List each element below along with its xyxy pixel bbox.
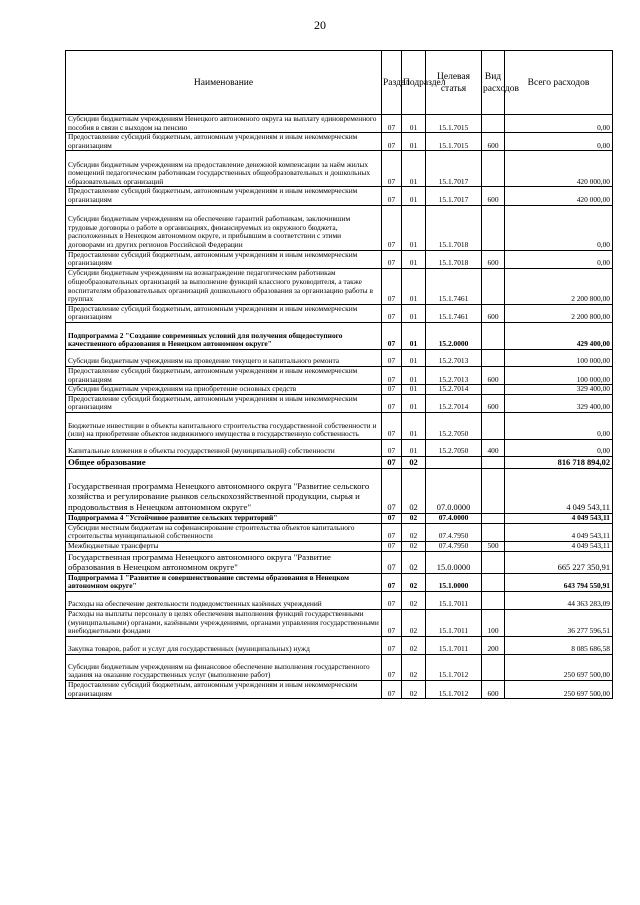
cell-target: 15.1.7015 <box>426 115 482 133</box>
cell-type: 600 <box>482 304 505 322</box>
cell-type <box>482 349 505 366</box>
cell-section: 07 <box>382 681 402 699</box>
cell-total: 429 400,00 <box>505 322 613 349</box>
cell-target: 07.4.7950 <box>426 541 482 551</box>
cell-target: 15.2.7050 <box>426 412 482 439</box>
cell-section: 07 <box>382 187 402 205</box>
cell-total: 816 718 894,02 <box>505 456 613 468</box>
table-row <box>66 439 613 456</box>
cell-total: 4 049 543,11 <box>505 513 613 523</box>
cell-target: 15.1.0000 <box>426 573 482 591</box>
cell-section: 07 <box>382 592 402 610</box>
cell-total: 420 000,00 <box>505 187 613 205</box>
cell-type: 400 <box>482 439 505 456</box>
table-row <box>66 385 613 395</box>
cell-subsection: 01 <box>402 385 426 395</box>
cell-total: 8 085 686,58 <box>505 637 613 655</box>
cell-target: 15.2.7014 <box>426 394 482 412</box>
table-row <box>66 349 613 366</box>
cell-total: 643 794 550,91 <box>505 573 613 591</box>
cell-name: Субсидии бюджетным учреждениям на финансовое обеспечение выполнения государственного задания на оказание государственных услуг (выполнение работ) <box>66 655 382 681</box>
cell-section: 07 <box>382 456 402 468</box>
cell-total: 4 049 543,11 <box>505 468 613 513</box>
cell-total: 420 000,00 <box>505 151 613 187</box>
cell-subsection: 01 <box>402 250 426 268</box>
table-row <box>66 115 613 133</box>
table-row <box>66 250 613 268</box>
table-row <box>66 681 613 699</box>
cell-type <box>482 385 505 395</box>
cell-subsection: 02 <box>402 655 426 681</box>
cell-target: 15.1.7012 <box>426 655 482 681</box>
cell-type <box>482 573 505 591</box>
table-row <box>66 394 613 412</box>
cell-name: Подпрограмма 2 "Создание современных условий для получения общедоступного качественного образования в Ненецком автономном округе" <box>66 322 382 349</box>
cell-type <box>482 322 505 349</box>
cell-section: 07 <box>382 304 402 322</box>
cell-section: 07 <box>382 268 402 304</box>
cell-section: 07 <box>382 322 402 349</box>
cell-type: 100 <box>482 610 505 637</box>
header-subsection: Подраздел <box>402 51 426 115</box>
table-row <box>66 573 613 591</box>
cell-name: Предоставление субсидий бюджетным, автономным учреждениям и иным некоммерческим организациям <box>66 133 382 151</box>
cell-subsection: 02 <box>402 573 426 591</box>
table-row <box>66 637 613 655</box>
cell-name: Субсидии бюджетным учреждениям на обеспечение гарантий работникам, заключившим трудовые договоры о работе в организациях, финансируемых из окружного бюджета, расположенных в Ненецком автономном округе, и прибывшим в соответствии с этими договорами из других регионов Российской Федерации <box>66 205 382 250</box>
cell-name: Расходы на обеспечение деятельности подведомственных казённых учреждений <box>66 592 382 610</box>
cell-total: 0,00 <box>505 250 613 268</box>
header-type: Вид расходов <box>482 51 505 115</box>
cell-target: 15.1.7012 <box>426 681 482 699</box>
table-row <box>66 468 613 513</box>
cell-total: 250 697 500,00 <box>505 681 613 699</box>
table-row <box>66 187 613 205</box>
cell-name: Субсидии бюджетным учреждениям Ненецкого автономного округа на выплату единовременного пособия в связи с выходом на пенсию <box>66 115 382 133</box>
cell-total: 4 049 543,11 <box>505 541 613 551</box>
cell-section: 07 <box>382 523 402 541</box>
cell-subsection: 02 <box>402 523 426 541</box>
cell-section: 07 <box>382 115 402 133</box>
cell-type <box>482 468 505 513</box>
cell-target: 15.1.7017 <box>426 187 482 205</box>
cell-total: 100 000,00 <box>505 349 613 366</box>
cell-name: Предоставление субсидий бюджетным, автономным учреждениям и иным некоммерческим организациям <box>66 394 382 412</box>
cell-section: 07 <box>382 655 402 681</box>
cell-name: Бюджетные инвестиции в объекты капитального строительства государственной собственности и (или) на приобретение объектов недвижимого имущества в государственную собственность <box>66 412 382 439</box>
header-total: Всего расходов <box>505 51 613 115</box>
cell-subsection: 02 <box>402 681 426 699</box>
table-header-row <box>66 51 613 115</box>
cell-section: 07 <box>382 394 402 412</box>
cell-subsection: 02 <box>402 637 426 655</box>
cell-target: 15.1.7017 <box>426 151 482 187</box>
cell-type: 200 <box>482 637 505 655</box>
table-row <box>66 268 613 304</box>
cell-total: 0,00 <box>505 205 613 250</box>
table-row <box>66 133 613 151</box>
cell-section: 07 <box>382 610 402 637</box>
table-row <box>66 551 613 573</box>
cell-type <box>482 151 505 187</box>
cell-total: 0,00 <box>505 439 613 456</box>
cell-name: Предоставление субсидий бюджетным, автономным учреждениям и иным некоммерческим организациям <box>66 681 382 699</box>
cell-total: 4 049 543,11 <box>505 523 613 541</box>
header-target: Целевая статья <box>426 51 482 115</box>
cell-target: 15.1.7011 <box>426 610 482 637</box>
cell-subsection: 02 <box>402 513 426 523</box>
cell-name: Субсидии бюджетным учреждениям на вознаграждение педагогическим работникам общеобразовательных организаций за выполнение функций классного руководителя, а также воспитателям образовательных организаций дошкольного образования за организацию работы в группах <box>66 268 382 304</box>
cell-section: 07 <box>382 385 402 395</box>
cell-subsection: 01 <box>402 366 426 384</box>
cell-target: 15.0.0000 <box>426 551 482 573</box>
cell-subsection: 01 <box>402 349 426 366</box>
cell-subsection: 02 <box>402 541 426 551</box>
cell-target <box>426 456 482 468</box>
cell-total: 2 200 800,00 <box>505 304 613 322</box>
cell-type <box>482 592 505 610</box>
header-section: Раздел <box>382 51 402 115</box>
cell-section: 07 <box>382 439 402 456</box>
cell-total: 329 400,00 <box>505 394 613 412</box>
cell-type: 600 <box>482 133 505 151</box>
cell-name: Предоставление субсидий бюджетным, автономным учреждениям и иным некоммерческим организациям <box>66 187 382 205</box>
cell-section: 07 <box>382 151 402 187</box>
cell-section: 07 <box>382 573 402 591</box>
cell-total: 36 277 596,51 <box>505 610 613 637</box>
cell-type <box>482 412 505 439</box>
cell-total: 0,00 <box>505 412 613 439</box>
cell-subsection: 01 <box>402 268 426 304</box>
cell-target: 15.1.7461 <box>426 304 482 322</box>
cell-subsection: 02 <box>402 468 426 513</box>
cell-section: 07 <box>382 250 402 268</box>
cell-target: 15.1.7018 <box>426 205 482 250</box>
cell-name: Субсидии местным бюджетам на софинансирование строительства объектов капитального строительства муниципальной собственности <box>66 523 382 541</box>
cell-section: 07 <box>382 366 402 384</box>
cell-subsection: 01 <box>402 439 426 456</box>
cell-name: Субсидии бюджетным учреждениям на предоставление денежной компенсации за наём жилых помещений педагогическим работникам государственных общеобразовательных и дошкольных образовательных организаций <box>66 151 382 187</box>
cell-section: 07 <box>382 637 402 655</box>
cell-name: Субсидии бюджетным учреждениям на проведение текущего и капитального ремонта <box>66 349 382 366</box>
table-row <box>66 322 613 349</box>
cell-section: 07 <box>382 205 402 250</box>
cell-target: 07.0.0000 <box>426 468 482 513</box>
cell-subsection: 01 <box>402 187 426 205</box>
table-row <box>66 592 613 610</box>
cell-name: Предоставление субсидий бюджетным, автономным учреждениям и иным некоммерческим организациям <box>66 304 382 322</box>
table-row <box>66 304 613 322</box>
cell-total: 250 697 500,00 <box>505 655 613 681</box>
table-row <box>66 151 613 187</box>
cell-name: Общее образование <box>66 456 382 468</box>
cell-subsection: 01 <box>402 322 426 349</box>
cell-type: 600 <box>482 366 505 384</box>
table-row <box>66 205 613 250</box>
cell-target: 15.1.7011 <box>426 637 482 655</box>
cell-type <box>482 268 505 304</box>
cell-total: 0,00 <box>505 115 613 133</box>
cell-target: 15.1.7018 <box>426 250 482 268</box>
table-row <box>66 412 613 439</box>
table-body <box>66 115 613 699</box>
cell-target: 15.2.7013 <box>426 349 482 366</box>
cell-type: 600 <box>482 394 505 412</box>
cell-type <box>482 115 505 133</box>
cell-target: 15.1.7011 <box>426 592 482 610</box>
cell-section: 07 <box>382 133 402 151</box>
cell-section: 07 <box>382 551 402 573</box>
cell-subsection: 01 <box>402 115 426 133</box>
cell-type: 600 <box>482 187 505 205</box>
cell-type: 500 <box>482 541 505 551</box>
cell-type <box>482 523 505 541</box>
cell-total: 100 000,00 <box>505 366 613 384</box>
table-row <box>66 523 613 541</box>
cell-total: 329 400,00 <box>505 385 613 395</box>
cell-target: 15.2.0000 <box>426 322 482 349</box>
cell-target: 15.2.7013 <box>426 366 482 384</box>
header-name: Наименование <box>66 51 382 115</box>
cell-target: 15.2.7014 <box>426 385 482 395</box>
table-row <box>66 456 613 468</box>
cell-name: Предоставление субсидий бюджетным, автономным учреждениям и иным некоммерческим организациям <box>66 250 382 268</box>
table-row <box>66 610 613 637</box>
cell-name: Капитальные вложения в объекты государственной (муниципальной) собственности <box>66 439 382 456</box>
cell-type <box>482 205 505 250</box>
page-number: 20 <box>314 18 326 32</box>
cell-name: Расходы на выплаты персоналу в целях обеспечения выполнения функций государственными (муниципальными) органами, казёнными учреждениями, органами управления государственными внебюджетными фондами <box>66 610 382 637</box>
cell-subsection: 02 <box>402 456 426 468</box>
cell-target: 07.4.0000 <box>426 513 482 523</box>
cell-type <box>482 655 505 681</box>
cell-total: 44 363 283,09 <box>505 592 613 610</box>
cell-subsection: 01 <box>402 412 426 439</box>
cell-name: Субсидии бюджетным учреждениям на приобретение основных средств <box>66 385 382 395</box>
cell-type: 600 <box>482 250 505 268</box>
table-row <box>66 655 613 681</box>
cell-subsection: 01 <box>402 205 426 250</box>
cell-target: 15.2.7050 <box>426 439 482 456</box>
table-row <box>66 513 613 523</box>
cell-target: 15.1.7015 <box>426 133 482 151</box>
cell-section: 07 <box>382 513 402 523</box>
cell-subsection: 01 <box>402 151 426 187</box>
cell-subsection: 01 <box>402 394 426 412</box>
cell-subsection: 02 <box>402 610 426 637</box>
cell-type <box>482 513 505 523</box>
cell-subsection: 01 <box>402 304 426 322</box>
cell-name: Предоставление субсидий бюджетным, автономным учреждениям и иным некоммерческим организациям <box>66 366 382 384</box>
cell-type <box>482 456 505 468</box>
cell-name: Закупка товаров, работ и услуг для государственных (муниципальных) нужд <box>66 637 382 655</box>
table-row <box>66 366 613 384</box>
cell-total: 0,00 <box>505 133 613 151</box>
table-row <box>66 541 613 551</box>
budget-table <box>65 50 613 699</box>
cell-type: 600 <box>482 681 505 699</box>
cell-name: Подпрограмма 4 "Устойчивое развитие сельских территорий" <box>66 513 382 523</box>
cell-name: Государственная программа Ненецкого автономного округа "Развитие сельского хозяйства и регулирование рынков сельскохозяйственной продукции, сырья и продовольствия в Ненецком автономном округе" <box>66 468 382 513</box>
cell-total: 2 200 800,00 <box>505 268 613 304</box>
cell-section: 07 <box>382 412 402 439</box>
cell-name: Межбюджетные трансферты <box>66 541 382 551</box>
cell-section: 07 <box>382 541 402 551</box>
cell-subsection: 02 <box>402 551 426 573</box>
cell-target: 07.4.7950 <box>426 523 482 541</box>
cell-total: 665 227 350,91 <box>505 551 613 573</box>
cell-name: Государственная программа Ненецкого автономного округа "Развитие образования в Ненецком автономном округе" <box>66 551 382 573</box>
cell-name: Подпрограмма 1 "Развитие и совершенствование системы образования в Ненецком автономном округе" <box>66 573 382 591</box>
cell-type <box>482 551 505 573</box>
cell-section: 07 <box>382 468 402 513</box>
cell-target: 15.1.7461 <box>426 268 482 304</box>
cell-section: 07 <box>382 349 402 366</box>
cell-subsection: 02 <box>402 592 426 610</box>
cell-subsection: 01 <box>402 133 426 151</box>
